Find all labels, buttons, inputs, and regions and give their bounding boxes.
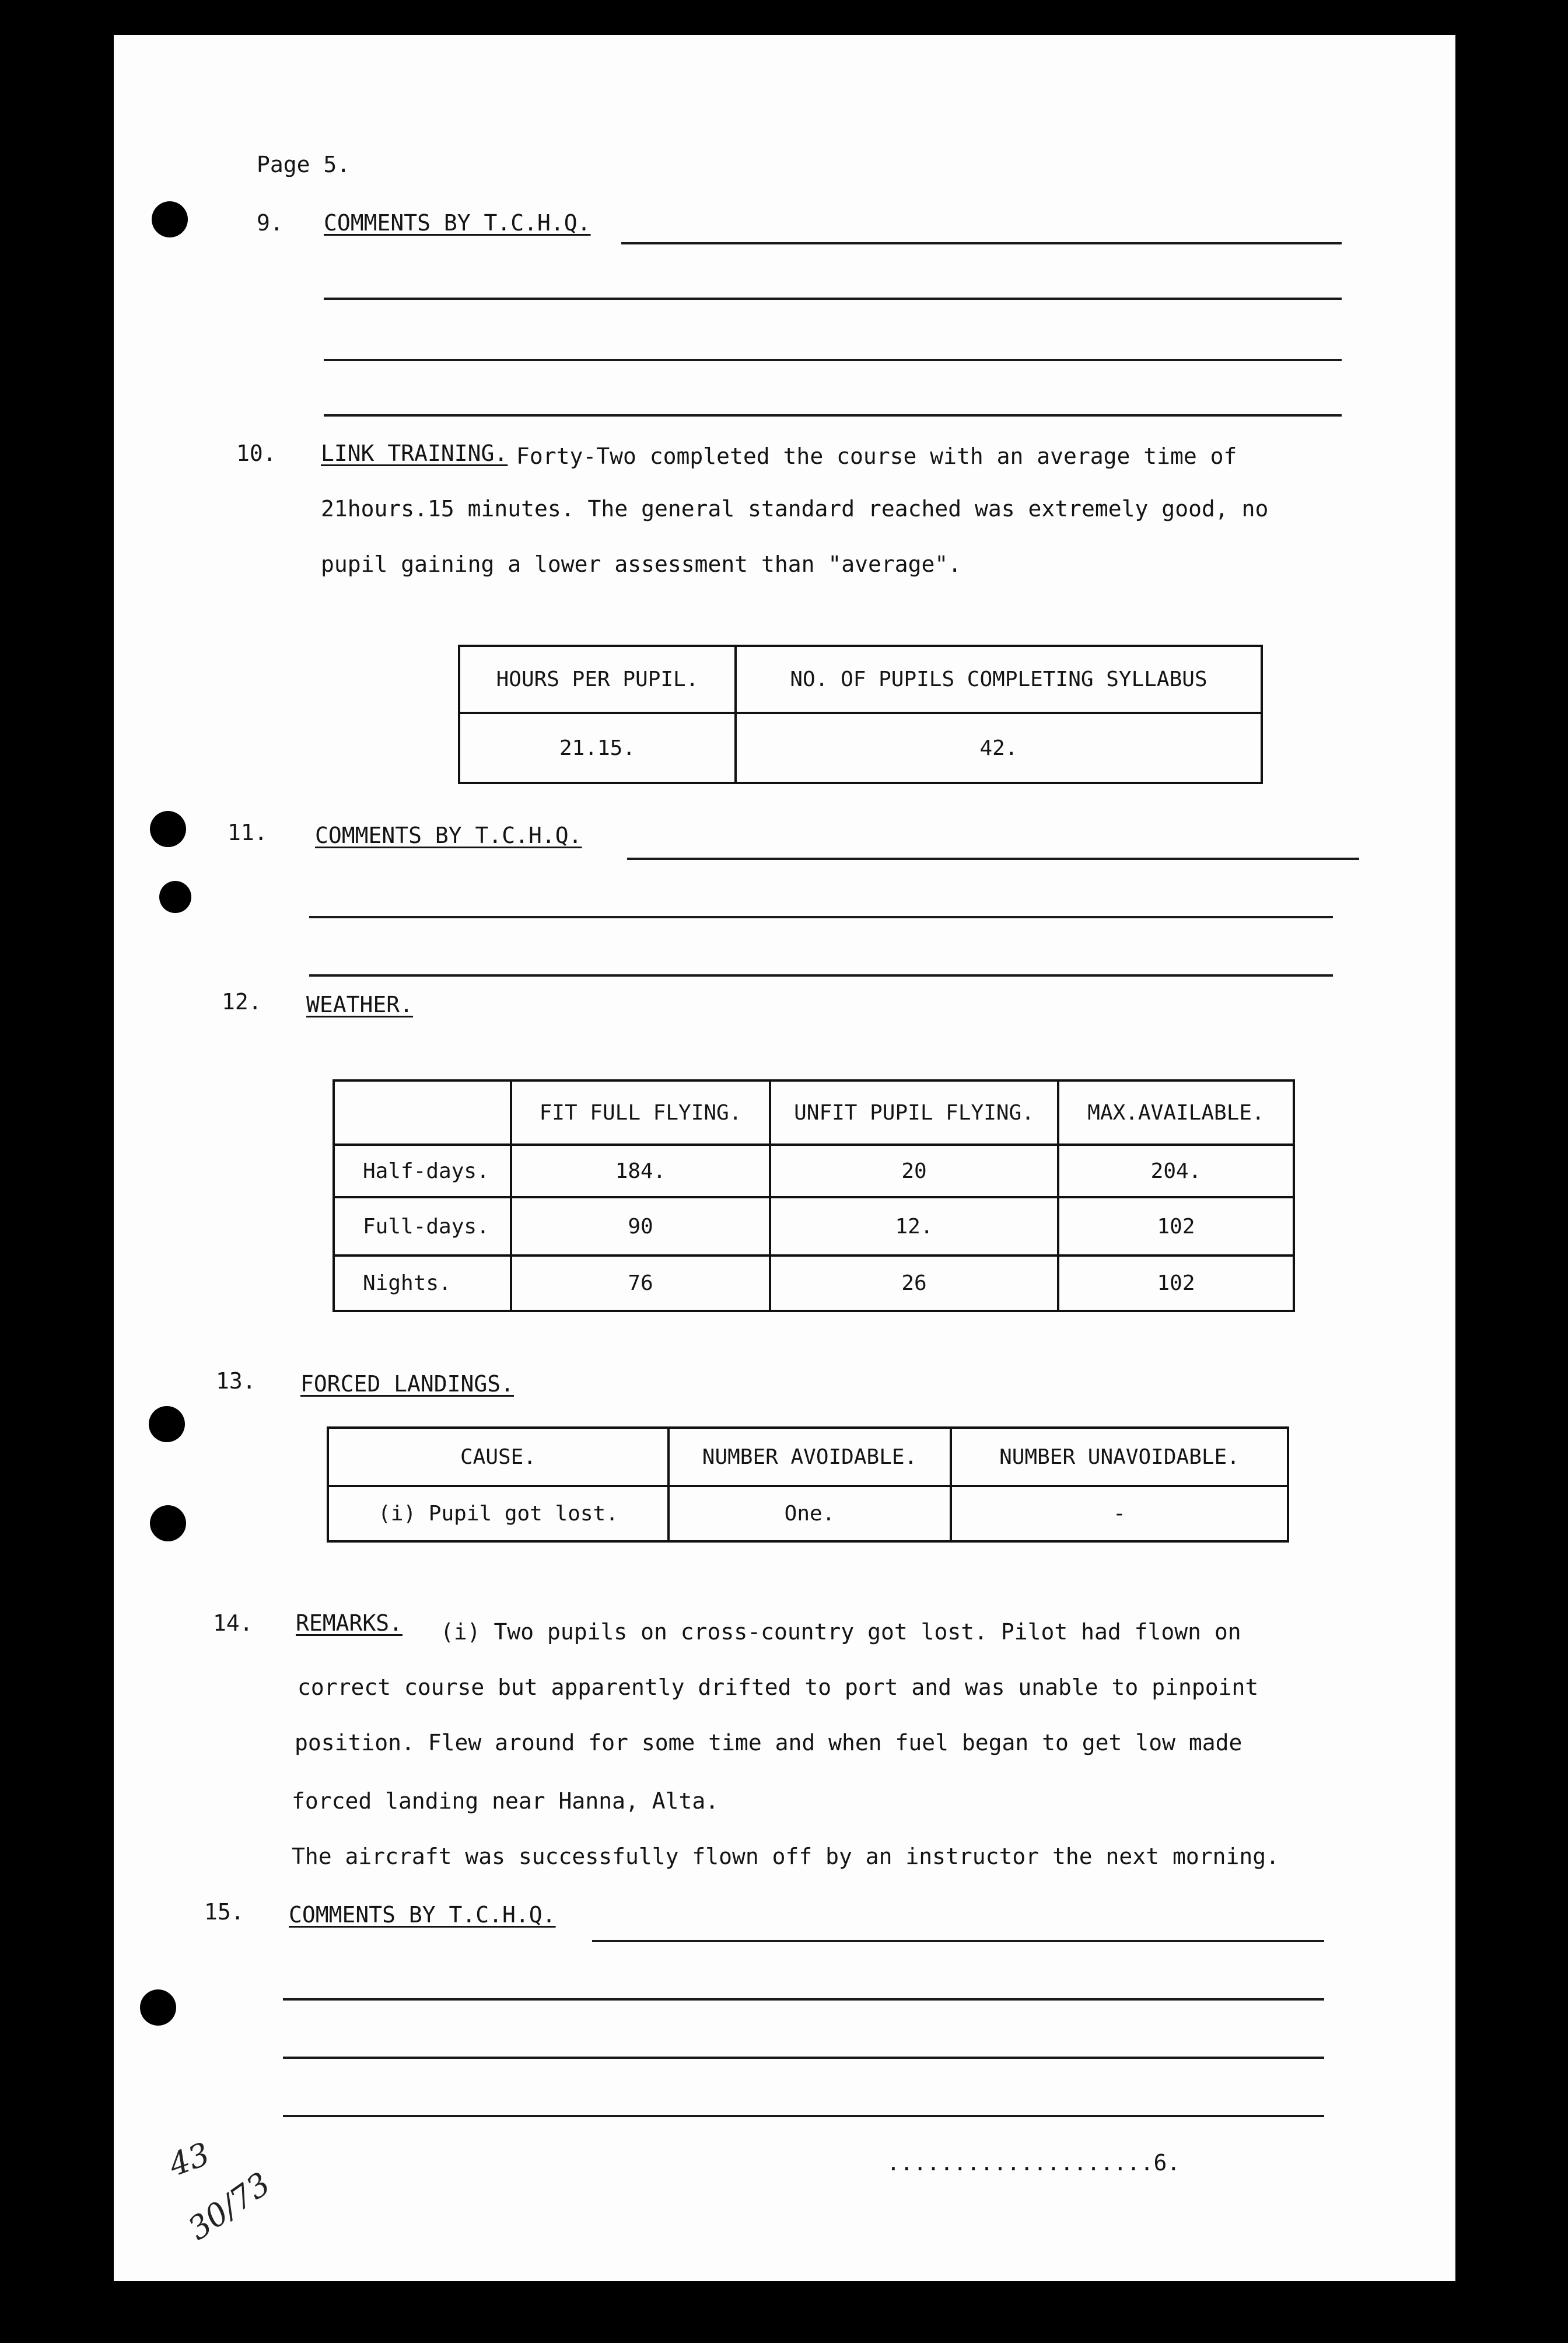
comment-line	[283, 2115, 1324, 2117]
section-number: 12.	[222, 989, 262, 1015]
handwritten-note: 43	[164, 2135, 215, 2184]
paragraph-line: correct course but apparently drifted to port and was unable to pinpoint	[298, 1674, 1259, 1700]
comment-line	[324, 298, 1342, 300]
punch-hole	[150, 811, 186, 847]
paragraph-line: pupil gaining a lower assessment than "average".	[321, 551, 962, 577]
table-header: NUMBER UNAVOIDABLE.	[951, 1428, 1288, 1486]
section-number: 9.	[257, 210, 284, 236]
comment-line	[592, 1940, 1324, 1942]
table-header: UNFIT PUPIL FLYING.	[770, 1080, 1058, 1145]
table-header: NO. OF PUPILS COMPLETING SYLLABUS	[736, 646, 1262, 713]
table-cell: 184.	[511, 1145, 770, 1197]
punch-hole	[159, 881, 191, 913]
section-number: 14.	[213, 1610, 253, 1636]
forced-landings-table	[327, 1426, 1289, 1543]
comment-line	[283, 1998, 1324, 2001]
table-header: CAUSE.	[328, 1428, 668, 1486]
table-row-label: Half-days.	[334, 1145, 511, 1197]
table-cell: 90	[511, 1197, 770, 1256]
table-row-label: Full-days.	[334, 1197, 511, 1256]
table-header: FIT FULL FLYING.	[511, 1080, 770, 1145]
paragraph-line: Forty-Two completed the course with an average time of	[516, 443, 1237, 469]
paragraph-line: forced landing near Hanna, Alta.	[292, 1788, 719, 1814]
section-heading: REMARKS.	[296, 1610, 403, 1636]
table-cell: (i) Pupil got lost.	[328, 1486, 668, 1541]
table-header: HOURS PER PUPIL.	[459, 646, 736, 713]
table-header: NUMBER AVOIDABLE.	[668, 1428, 951, 1486]
table-cell: 26	[770, 1256, 1058, 1311]
punch-hole	[152, 201, 188, 237]
table-cell: 76	[511, 1256, 770, 1311]
comment-line	[309, 916, 1333, 918]
table-header	[334, 1080, 511, 1145]
table-cell: 204.	[1058, 1145, 1294, 1197]
section-number: 10.	[236, 440, 276, 466]
comment-line	[627, 858, 1359, 860]
table-cell: 20	[770, 1145, 1058, 1197]
continuation-marker: ....................6.	[887, 2150, 1181, 2176]
document-page	[114, 35, 1455, 2281]
table-cell: 102	[1058, 1256, 1294, 1311]
section-heading: COMMENTS BY T.C.H.Q.	[324, 210, 591, 236]
section-heading: WEATHER.	[306, 992, 414, 1017]
table-row-label: Nights.	[334, 1256, 511, 1311]
paragraph-line: 21hours.15 minutes. The general standard reached was extremely good, no	[321, 496, 1269, 522]
comment-line	[283, 2057, 1324, 2059]
comment-line	[324, 359, 1342, 361]
table-cell: 42.	[736, 713, 1262, 783]
section-number: 15.	[204, 1899, 244, 1925]
section-number: 13.	[216, 1368, 256, 1394]
section-heading: COMMENTS BY T.C.H.Q.	[289, 1902, 556, 1928]
paragraph-line: (i) Two pupils on cross-country got lost. Pilot had flown on	[440, 1619, 1241, 1645]
table-cell: One.	[668, 1486, 951, 1541]
weather-table	[332, 1079, 1295, 1312]
comment-line	[309, 974, 1333, 977]
section-heading: LINK TRAINING.	[321, 440, 508, 466]
punch-hole	[149, 1406, 185, 1442]
punch-hole	[140, 1989, 176, 2026]
punch-hole	[150, 1505, 186, 1541]
comment-line	[324, 414, 1342, 417]
table-cell: 21.15.	[459, 713, 736, 783]
section-heading: FORCED LANDINGS.	[300, 1371, 514, 1397]
section-number: 11.	[228, 820, 268, 845]
handwritten-note: 30/73	[181, 2165, 277, 2247]
paragraph-line: position. Flew around for some time and when fuel began to get low made	[295, 1730, 1242, 1755]
paragraph-line: The aircraft was successfully flown off by an instructor the next morning.	[292, 1844, 1279, 1869]
page-header: Page 5.	[257, 152, 351, 177]
section-heading: COMMENTS BY T.C.H.Q.	[315, 823, 582, 848]
table-header: MAX.AVAILABLE.	[1058, 1080, 1294, 1145]
table-cell: -	[951, 1486, 1288, 1541]
link-training-table	[458, 645, 1263, 784]
comment-line	[621, 242, 1342, 244]
table-cell: 102	[1058, 1197, 1294, 1256]
table-cell: 12.	[770, 1197, 1058, 1256]
